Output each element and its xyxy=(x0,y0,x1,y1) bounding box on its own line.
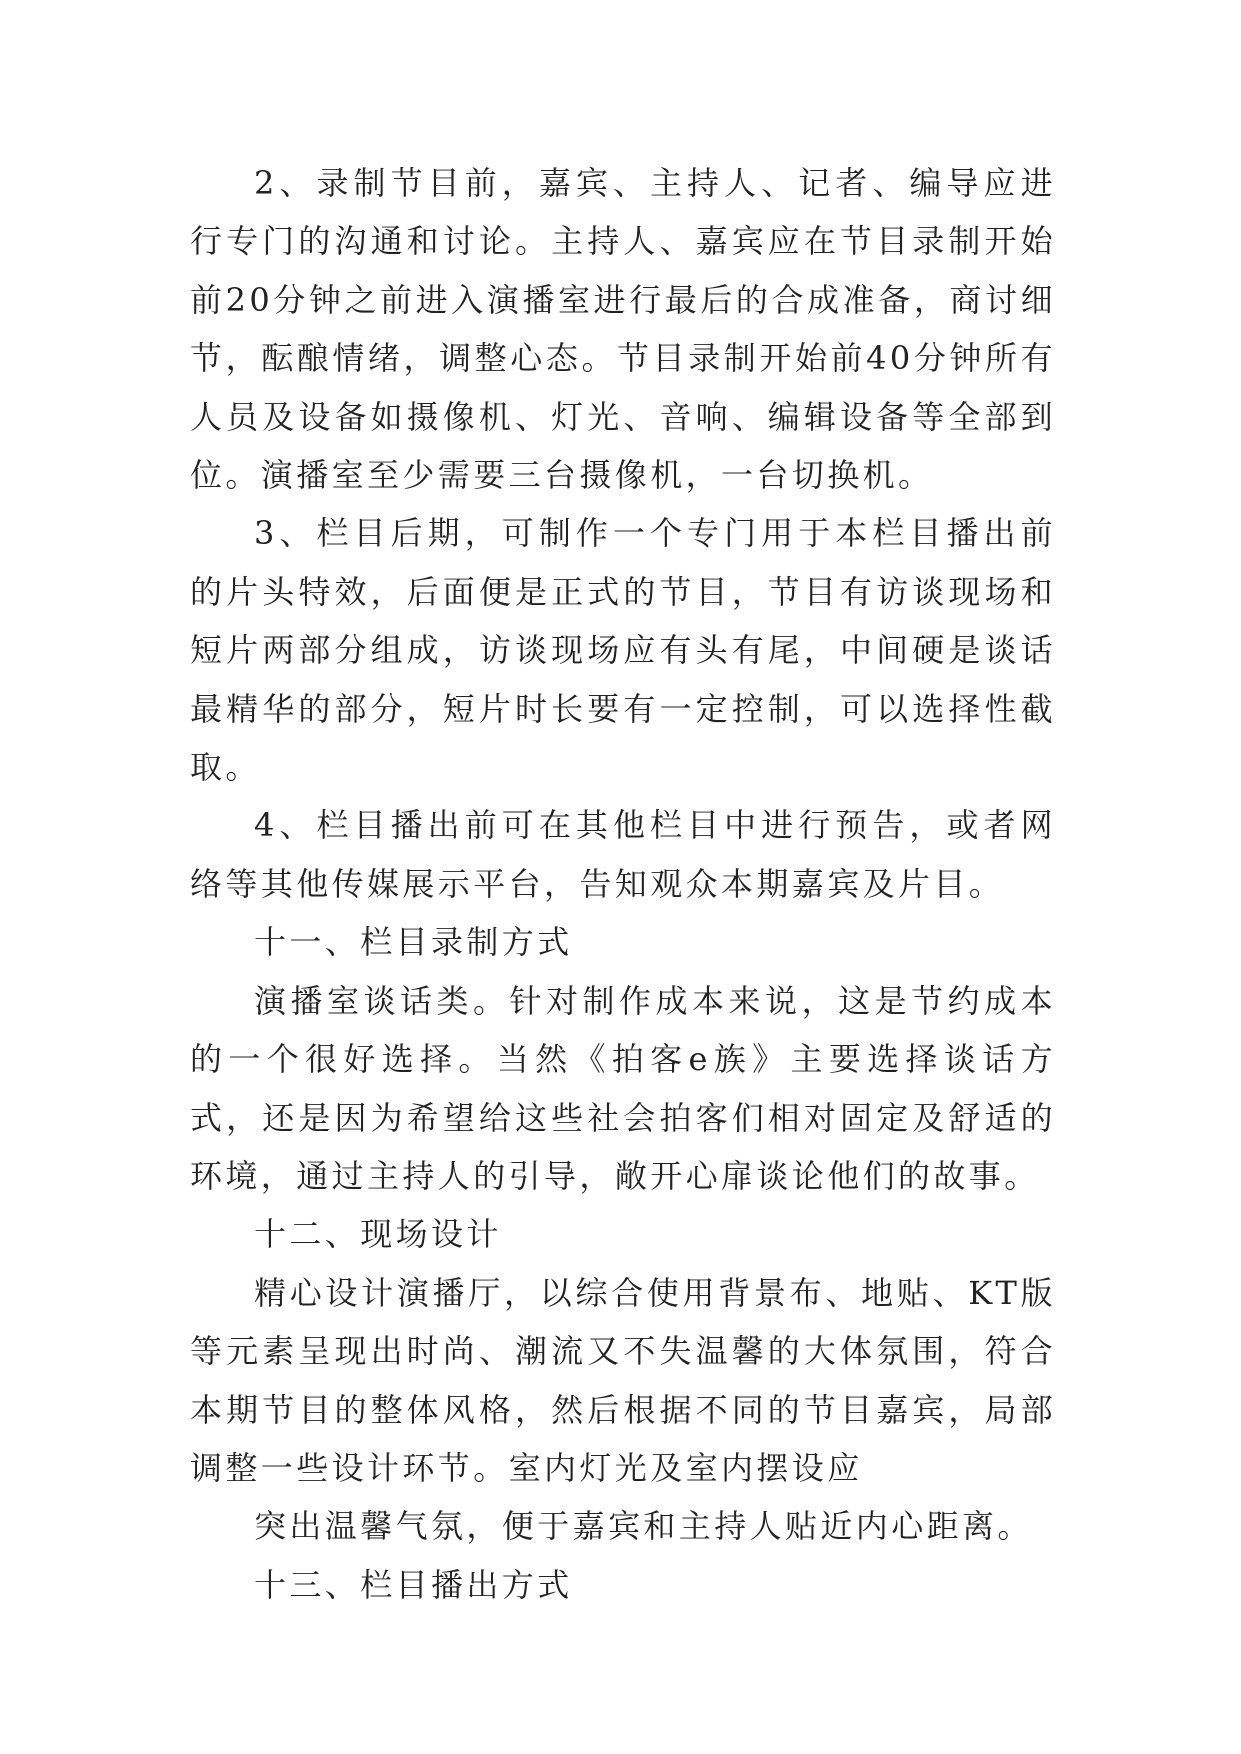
paragraph-post-production: 3、栏目后期，可制作一个专门用于本栏目播出前的片头特效，后面便是正式的节目，节目有访谈现场和短片两部分组成，访谈现场应有头有尾，中间硬是谈话最精华的部分，短片时长要有一定控制，可以选择性截取。 xyxy=(190,514,1056,787)
paragraph-recording-method: 演播室谈话类。针对制作成本来说，这是节约成本的一个很好选择。当然《拍客e族》主要选择谈话方式，还是因为希望给这些社会拍客们相对固定及舒适的环境，通过主持人的引导，敞开心扉谈论他们的故事。 xyxy=(190,981,1056,1195)
document-body xyxy=(190,154,1056,1614)
paragraph-set-design-continued: 突出温馨气氛，便于嘉宾和主持人贴近内心距离。 xyxy=(254,1507,1033,1546)
section-heading-set-design: 十二、现场设计 xyxy=(254,1215,502,1254)
section-heading-recording-method: 十一、栏目录制方式 xyxy=(254,923,573,962)
section-heading-broadcast-method: 十三、栏目播出方式 xyxy=(254,1565,573,1604)
paragraph-recording-prep: 2、录制节目前，嘉宾、主持人、记者、编导应进行专门的沟通和讨论。主持人、嘉宾应在节目录制开始前20分钟之前进入演播室进行最后的合成准备，商讨细节，酝酿情绪，调整心态。节目录制开始前40分钟所有人员及设备如摄像机、灯光、音响、编辑设备等全部到位。演播室至少需要三台摄像机，一台切换机。 xyxy=(190,164,1056,495)
paragraph-promotion: 4、栏目播出前可在其他栏目中进行预告，或者网络等其他传媒展示平台，告知观众本期嘉宾及片目。 xyxy=(190,806,1056,903)
paragraph-set-design: 精心设计演播厅，以综合使用背景布、地贴、KT版等元素呈现出时尚、潮流又不失温馨的大体氛围，符合本期节目的整体风格，然后根据不同的节目嘉宾，局部调整一些设计环节。室内灯光及室内摆设应 xyxy=(190,1273,1056,1487)
